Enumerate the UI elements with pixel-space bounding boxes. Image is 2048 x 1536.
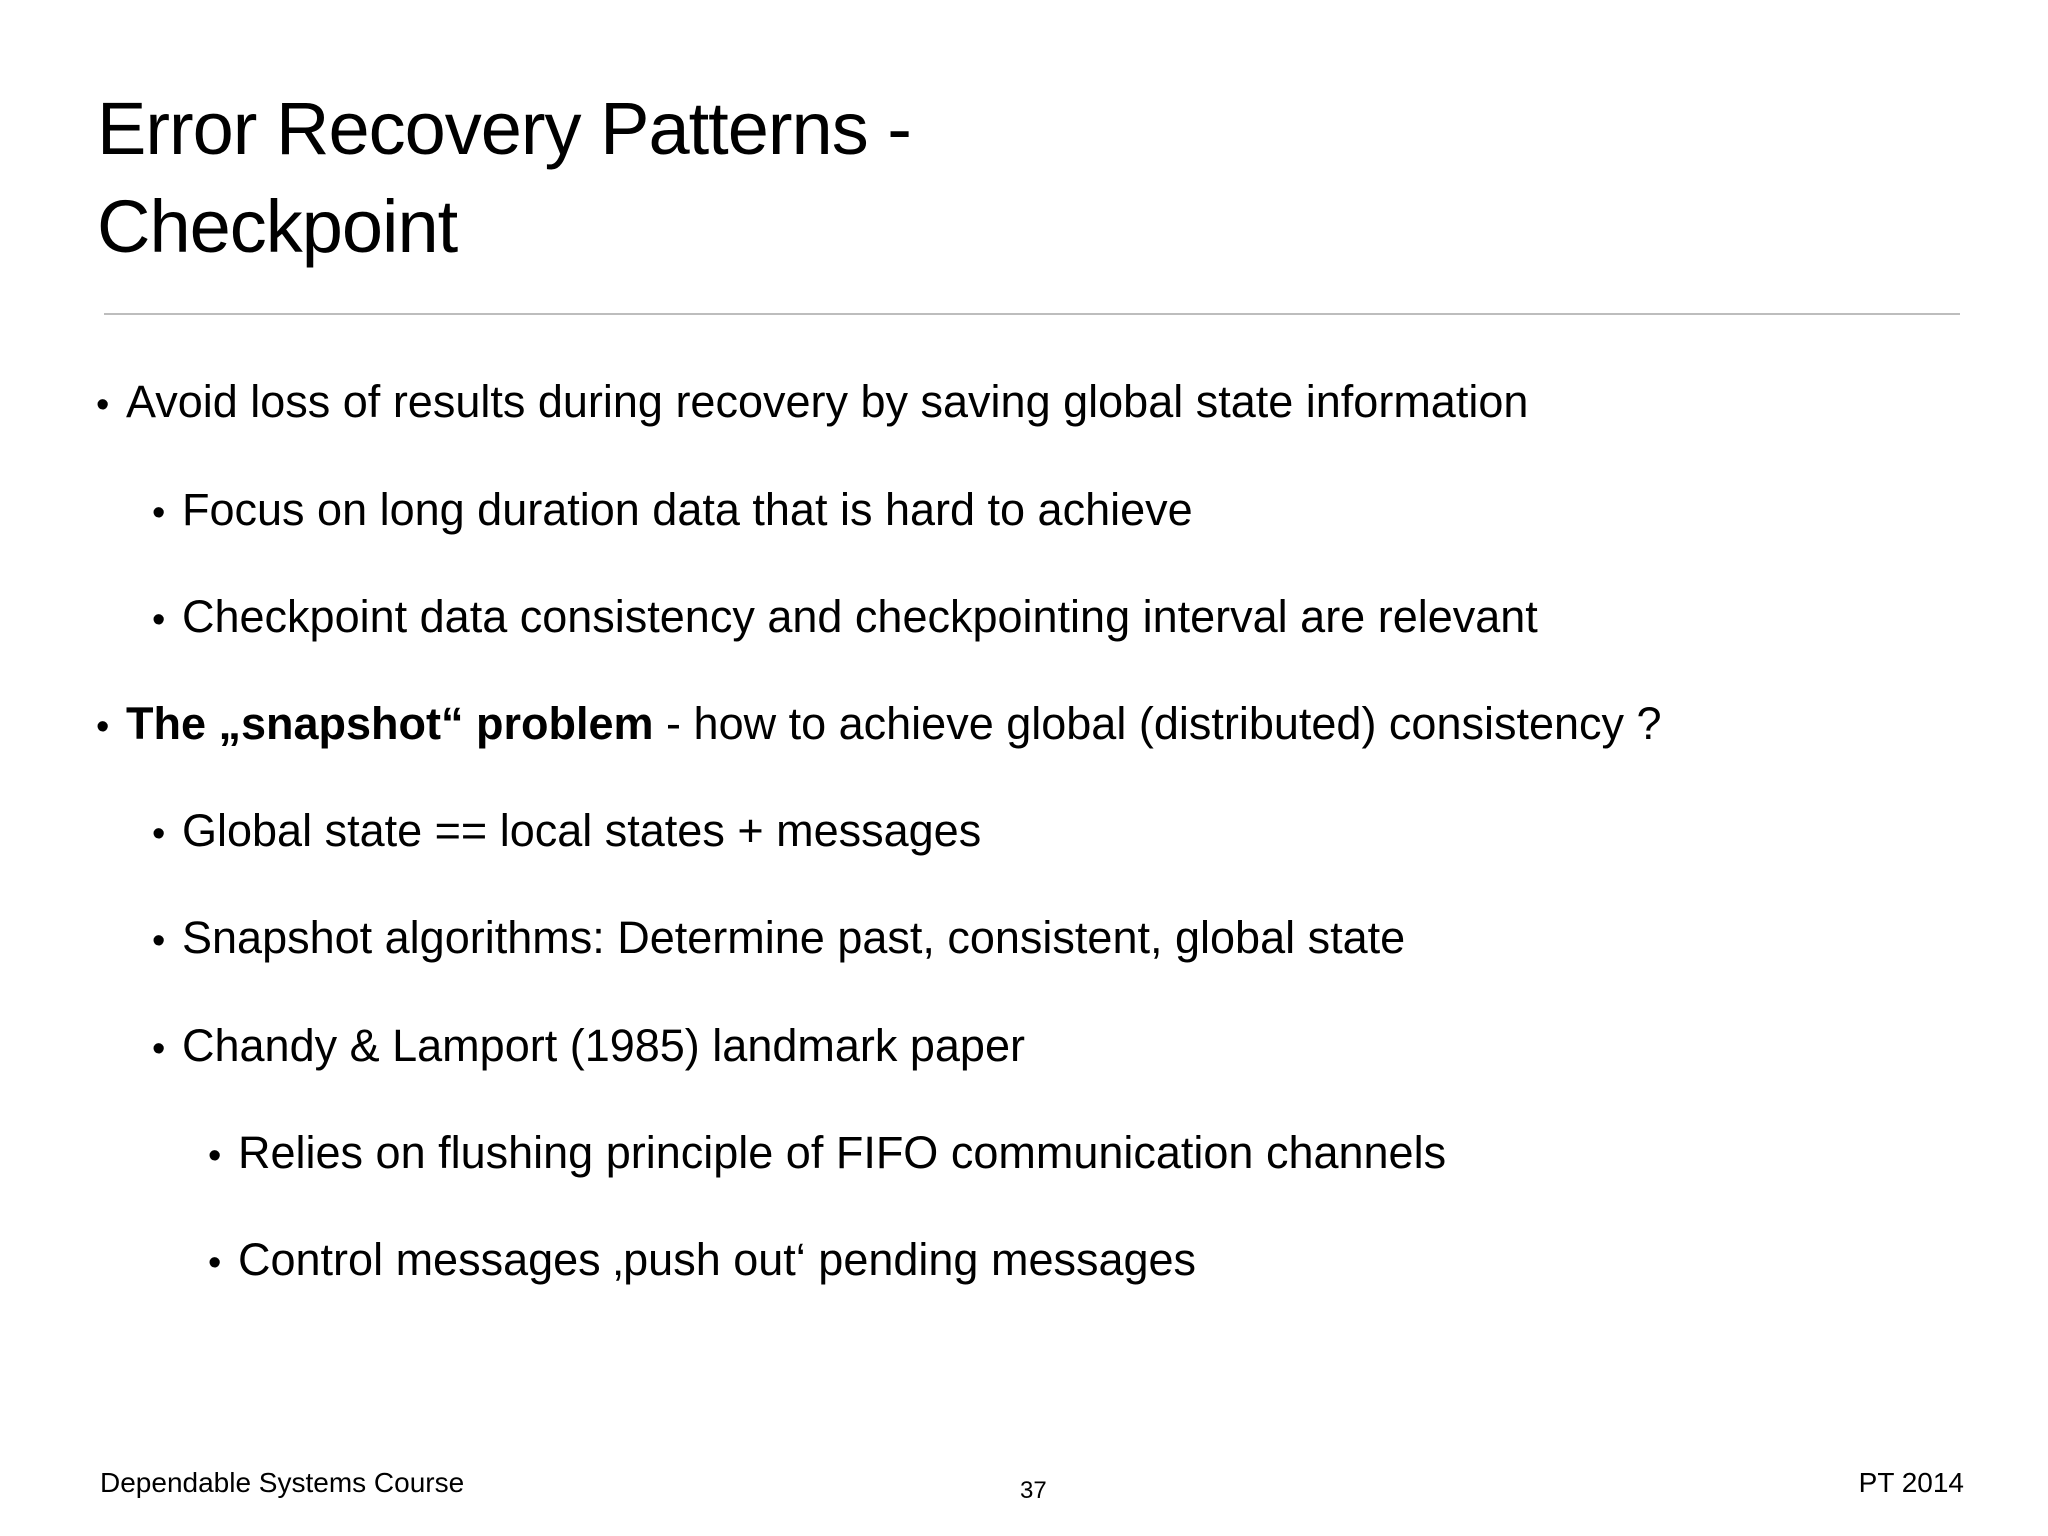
bullet-text: Relies on flushing principle of FIFO communication channels <box>238 1127 1447 1178</box>
bullet-item <box>152 482 1193 541</box>
bullet-text: Snapshot algorithms: Determine past, consistent, global state <box>182 912 1406 963</box>
bullet-text: Checkpoint data consistency and checkpointing interval are relevant <box>182 591 1538 642</box>
bullet-dot-icon: • <box>96 384 110 426</box>
bullet-text: Avoid loss of results during recovery by saving global state information <box>126 376 1529 427</box>
bullet-dot-icon: • <box>152 813 166 855</box>
bullet-dot-icon: • <box>96 706 110 748</box>
bullet-item <box>152 1018 1025 1077</box>
bullet-item <box>96 374 1528 433</box>
bullet-dot-icon: • <box>152 599 166 641</box>
bullet-item <box>152 589 1538 648</box>
footer-course-name: Dependable Systems Course <box>100 1467 465 1498</box>
bullet-item <box>96 696 1662 755</box>
bullet-text: Focus on long duration data that is hard to achieve <box>182 484 1193 535</box>
bullet-dot-icon: • <box>152 1028 166 1070</box>
bullet-item <box>152 803 981 862</box>
bullet-dot-icon: • <box>152 920 166 962</box>
bullet-item <box>208 1125 1446 1184</box>
bullet-dot-icon: • <box>152 492 166 534</box>
bullet-text: Chandy & Lamport (1985) landmark paper <box>182 1020 1025 1071</box>
bullet-text <box>126 696 1662 752</box>
footer-author-year: PT 2014 <box>1858 1467 1964 1498</box>
slide-title-line-2: Checkpoint <box>97 185 458 268</box>
bullet-rest-text: - how to achieve global (distributed) consistency ? <box>653 698 1662 749</box>
bullet-bold-text: The „snapshot“ problem <box>126 698 654 749</box>
bullet-item <box>152 910 1405 969</box>
footer-page-number: 37 <box>1020 1477 1047 1504</box>
bullet-text: Global state == local states + messages <box>182 805 982 856</box>
bullet-item <box>208 1232 1196 1291</box>
bullet-text: Control messages ‚push out‘ pending messages <box>238 1234 1197 1285</box>
bullet-dot-icon: • <box>208 1135 222 1177</box>
bullet-dot-icon: • <box>208 1242 222 1284</box>
slide-title-line-1: Error Recovery Patterns - <box>97 87 911 170</box>
